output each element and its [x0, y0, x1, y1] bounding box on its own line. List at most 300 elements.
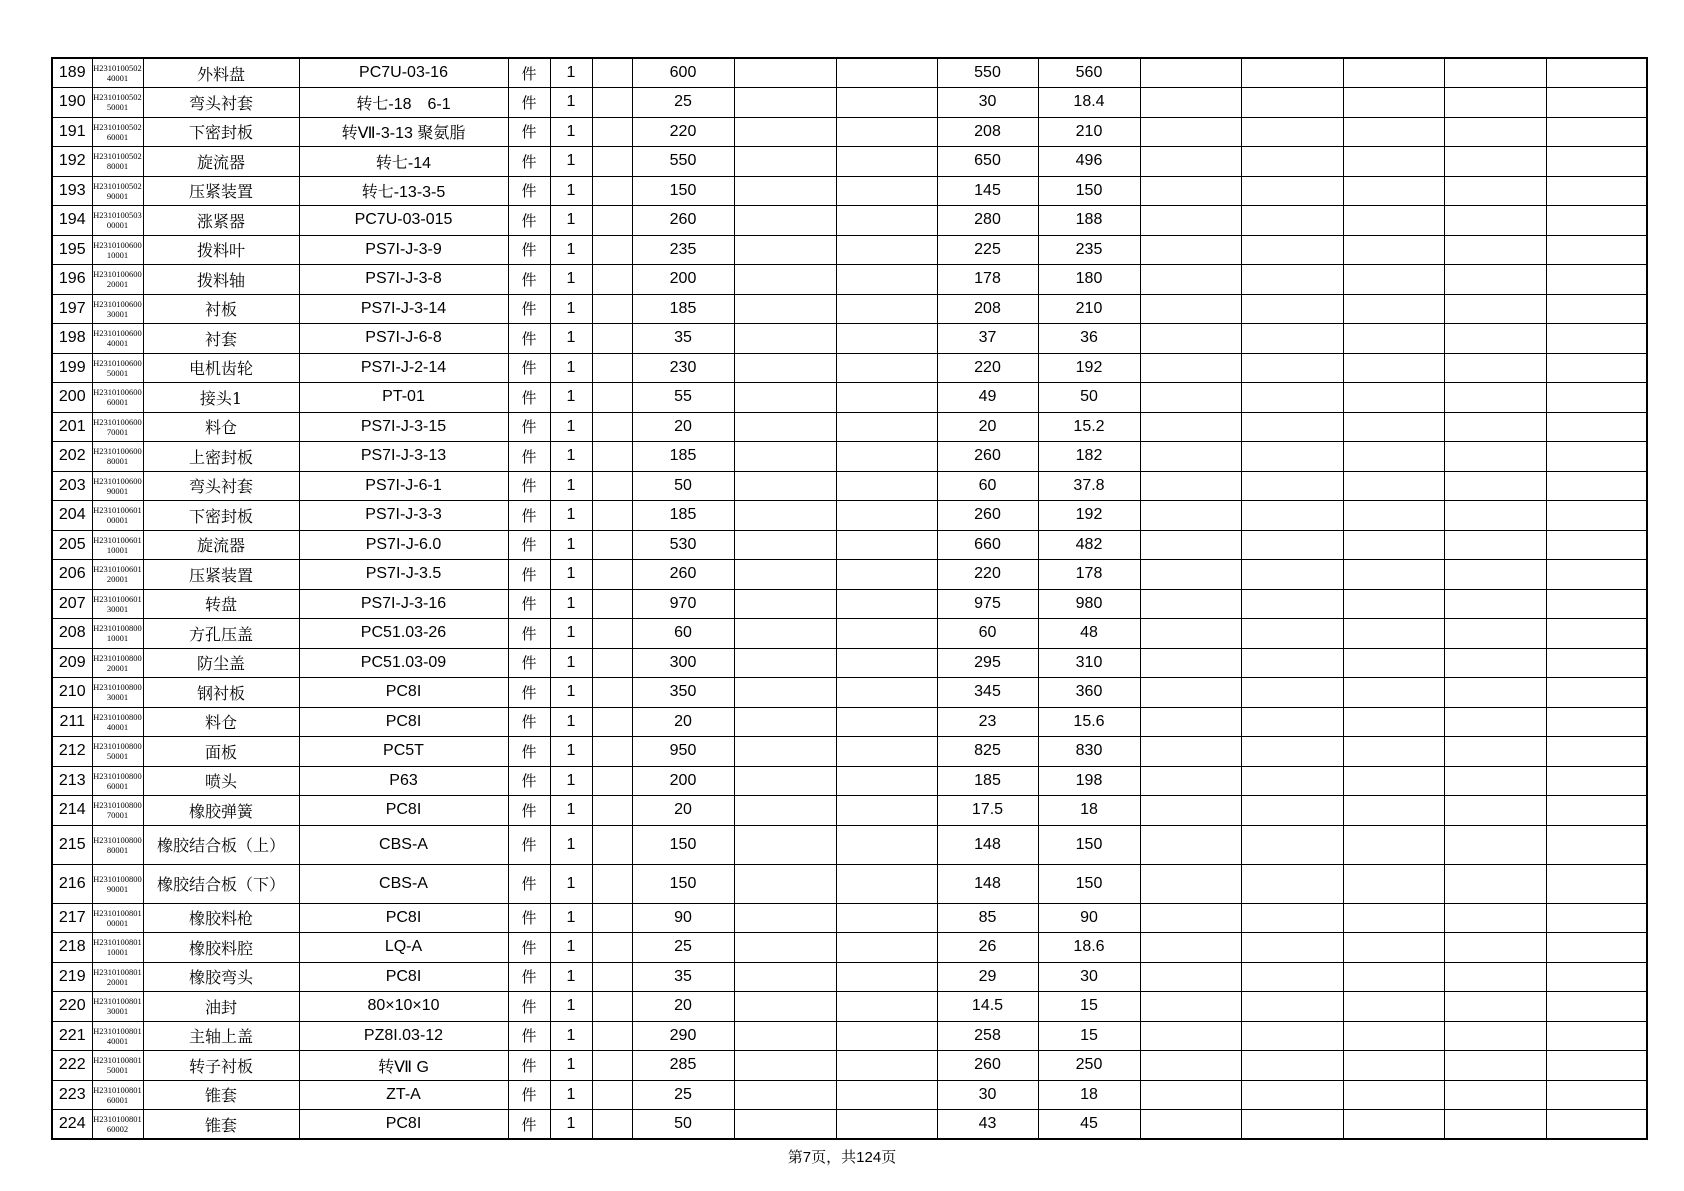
empty-cell [836, 353, 937, 383]
empty-cell [734, 933, 836, 963]
empty-cell [734, 235, 836, 265]
empty-cell [1343, 737, 1444, 767]
price-cell: 980 [1038, 589, 1140, 619]
row-number-cell: 215 [52, 825, 92, 864]
empty-cell [1343, 442, 1444, 472]
row-number-cell: 198 [52, 324, 92, 354]
empty-cell [734, 825, 836, 864]
item-code-cell: H231010080160002 [92, 1110, 143, 1140]
empty-cell [592, 1021, 632, 1051]
item-name-cell: 拨料轴 [143, 265, 299, 295]
empty-cell [734, 707, 836, 737]
price-cell: 310 [1038, 648, 1140, 678]
price-cell: 35 [632, 962, 734, 992]
price-cell: 360 [1038, 678, 1140, 708]
empty-cell [1241, 1051, 1343, 1081]
table-row [52, 58, 1647, 88]
unit-cell: 件 [508, 796, 550, 826]
empty-cell [836, 992, 937, 1022]
quantity-cell: 1 [550, 1051, 592, 1081]
quantity-cell: 1 [550, 737, 592, 767]
row-number-cell: 201 [52, 412, 92, 442]
empty-cell [592, 678, 632, 708]
item-code-cell: H231010080010001 [92, 619, 143, 649]
price-cell: 15.6 [1038, 707, 1140, 737]
row-number-cell: 216 [52, 864, 92, 903]
empty-cell [1546, 903, 1647, 933]
empty-cell [836, 1051, 937, 1081]
empty-cell [1241, 353, 1343, 383]
empty-cell [836, 962, 937, 992]
item-code-cell: H231010080130001 [92, 992, 143, 1022]
price-cell: 18.4 [1038, 88, 1140, 118]
unit-cell: 件 [508, 825, 550, 864]
row-number-cell: 189 [52, 58, 92, 88]
table-row [52, 589, 1647, 619]
unit-cell: 件 [508, 324, 550, 354]
price-cell: 250 [1038, 1051, 1140, 1081]
empty-cell [1546, 412, 1647, 442]
row-number-cell: 195 [52, 235, 92, 265]
price-cell: 975 [937, 589, 1038, 619]
empty-cell [1444, 383, 1546, 413]
empty-cell [1140, 864, 1241, 903]
empty-cell [734, 176, 836, 206]
spec-cell: 转七-13-3-5 [299, 176, 508, 206]
empty-cell [1241, 501, 1343, 531]
item-name-cell: 钢衬板 [143, 678, 299, 708]
empty-cell [592, 383, 632, 413]
item-code-cell: H231010060070001 [92, 412, 143, 442]
empty-cell [592, 235, 632, 265]
empty-cell [592, 206, 632, 236]
table-row [52, 88, 1647, 118]
price-cell: 85 [937, 903, 1038, 933]
empty-cell [1241, 933, 1343, 963]
item-code-cell: H231010060020001 [92, 265, 143, 295]
empty-cell [1444, 265, 1546, 295]
empty-cell [1241, 737, 1343, 767]
empty-cell [734, 619, 836, 649]
spec-cell: PS7I-J-6-1 [299, 471, 508, 501]
empty-cell [734, 471, 836, 501]
empty-cell [734, 147, 836, 177]
price-cell: 20 [632, 707, 734, 737]
price-cell: 43 [937, 1110, 1038, 1140]
empty-cell [1444, 825, 1546, 864]
empty-cell [836, 1080, 937, 1110]
empty-cell [1546, 992, 1647, 1022]
quantity-cell: 1 [550, 678, 592, 708]
empty-cell [1546, 1080, 1647, 1110]
table-row [52, 530, 1647, 560]
price-cell: 15 [1038, 1021, 1140, 1051]
empty-cell [1343, 58, 1444, 88]
empty-cell [1343, 992, 1444, 1022]
empty-cell [1140, 176, 1241, 206]
empty-cell [1444, 206, 1546, 236]
empty-cell [1241, 324, 1343, 354]
quantity-cell: 1 [550, 265, 592, 295]
empty-cell [1140, 1021, 1241, 1051]
empty-cell [734, 294, 836, 324]
price-cell: 185 [937, 766, 1038, 796]
empty-cell [836, 766, 937, 796]
item-code-cell: H231010080110001 [92, 933, 143, 963]
item-name-cell: 旋流器 [143, 530, 299, 560]
spec-cell: PC8I [299, 1110, 508, 1140]
empty-cell [1546, 1021, 1647, 1051]
empty-cell [1343, 962, 1444, 992]
unit-cell: 件 [508, 648, 550, 678]
empty-cell [592, 825, 632, 864]
empty-cell [592, 560, 632, 590]
price-cell: 150 [632, 825, 734, 864]
empty-cell [1546, 1051, 1647, 1081]
price-cell: 210 [1038, 294, 1140, 324]
empty-cell [1140, 206, 1241, 236]
row-number-cell: 209 [52, 648, 92, 678]
quantity-cell: 1 [550, 648, 592, 678]
empty-cell [592, 88, 632, 118]
item-name-cell: 料仓 [143, 707, 299, 737]
row-number-cell: 199 [52, 353, 92, 383]
row-number-cell: 196 [52, 265, 92, 295]
empty-cell [836, 294, 937, 324]
price-cell: 550 [937, 58, 1038, 88]
price-cell: 15 [1038, 992, 1140, 1022]
table-row [52, 1051, 1647, 1081]
empty-cell [1343, 294, 1444, 324]
row-number-cell: 207 [52, 589, 92, 619]
spec-cell: PS7I-J-3-9 [299, 235, 508, 265]
price-cell: 260 [937, 1051, 1038, 1081]
empty-cell [1546, 933, 1647, 963]
unit-cell: 件 [508, 1080, 550, 1110]
item-code-cell: H231010080020001 [92, 648, 143, 678]
empty-cell [836, 442, 937, 472]
quantity-cell: 1 [550, 353, 592, 383]
empty-cell [836, 678, 937, 708]
price-cell: 50 [632, 471, 734, 501]
empty-cell [1444, 1080, 1546, 1110]
price-cell: 145 [937, 176, 1038, 206]
price-cell: 23 [937, 707, 1038, 737]
empty-cell [1140, 678, 1241, 708]
empty-cell [1444, 678, 1546, 708]
empty-cell [1140, 737, 1241, 767]
price-cell: 260 [632, 206, 734, 236]
empty-cell [1343, 903, 1444, 933]
empty-cell [592, 294, 632, 324]
empty-cell [1241, 206, 1343, 236]
price-cell: 26 [937, 933, 1038, 963]
empty-cell [592, 471, 632, 501]
quantity-cell: 1 [550, 383, 592, 413]
item-name-cell: 转盘 [143, 589, 299, 619]
empty-cell [836, 265, 937, 295]
row-number-cell: 214 [52, 796, 92, 826]
item-name-cell: 防尘盖 [143, 648, 299, 678]
empty-cell [1241, 88, 1343, 118]
empty-cell [1343, 235, 1444, 265]
empty-cell [1444, 58, 1546, 88]
unit-cell: 件 [508, 589, 550, 619]
empty-cell [1241, 648, 1343, 678]
price-cell: 550 [632, 147, 734, 177]
price-cell: 235 [1038, 235, 1140, 265]
empty-cell [734, 560, 836, 590]
empty-cell [1546, 147, 1647, 177]
empty-cell [836, 619, 937, 649]
quantity-cell: 1 [550, 589, 592, 619]
item-code-cell: H231010080040001 [92, 707, 143, 737]
empty-cell [1444, 796, 1546, 826]
spec-cell: PS7I-J-3-3 [299, 501, 508, 531]
spec-cell: PZ8I.03-12 [299, 1021, 508, 1051]
unit-cell: 件 [508, 88, 550, 118]
price-cell: 260 [937, 442, 1038, 472]
empty-cell [1343, 265, 1444, 295]
empty-cell [836, 796, 937, 826]
spec-cell: 转Ⅶ-3-13 聚氨脂 [299, 117, 508, 147]
empty-cell [1546, 825, 1647, 864]
empty-cell [1343, 88, 1444, 118]
empty-cell [1241, 147, 1343, 177]
unit-cell: 件 [508, 294, 550, 324]
spec-cell: PC8I [299, 962, 508, 992]
price-cell: 496 [1038, 147, 1140, 177]
quantity-cell: 1 [550, 501, 592, 531]
item-code-cell: H231010080150001 [92, 1051, 143, 1081]
item-code-cell: H231010060110001 [92, 530, 143, 560]
empty-cell [1140, 471, 1241, 501]
empty-cell [734, 1051, 836, 1081]
quantity-cell: 1 [550, 147, 592, 177]
empty-cell [1546, 235, 1647, 265]
unit-cell: 件 [508, 176, 550, 206]
empty-cell [592, 707, 632, 737]
unit-cell: 件 [508, 265, 550, 295]
item-code-cell: H231010080160001 [92, 1080, 143, 1110]
table-row [52, 471, 1647, 501]
price-cell: 150 [1038, 864, 1140, 903]
footer-suffix: 页 [881, 1148, 897, 1166]
price-cell: 345 [937, 678, 1038, 708]
price-cell: 660 [937, 530, 1038, 560]
unit-cell: 件 [508, 962, 550, 992]
price-cell: 36 [1038, 324, 1140, 354]
quantity-cell: 1 [550, 176, 592, 206]
price-cell: 60 [937, 471, 1038, 501]
empty-cell [1140, 442, 1241, 472]
quantity-cell: 1 [550, 442, 592, 472]
empty-cell [1241, 471, 1343, 501]
price-cell: 295 [937, 648, 1038, 678]
quantity-cell: 1 [550, 294, 592, 324]
price-cell: 560 [1038, 58, 1140, 88]
page-footer [0, 1146, 1684, 1167]
item-name-cell: 料仓 [143, 412, 299, 442]
empty-cell [734, 383, 836, 413]
item-name-cell: 压紧装置 [143, 560, 299, 590]
quantity-cell: 1 [550, 560, 592, 590]
price-cell: 45 [1038, 1110, 1140, 1140]
price-cell: 300 [632, 648, 734, 678]
empty-cell [1444, 530, 1546, 560]
empty-cell [1546, 176, 1647, 206]
empty-cell [1140, 992, 1241, 1022]
empty-cell [1241, 903, 1343, 933]
empty-cell [592, 992, 632, 1022]
unit-cell: 件 [508, 903, 550, 933]
price-cell: 185 [632, 442, 734, 472]
empty-cell [1140, 117, 1241, 147]
price-cell: 150 [632, 176, 734, 206]
row-number-cell: 217 [52, 903, 92, 933]
spec-cell: 转七-14 [299, 147, 508, 177]
table-row [52, 501, 1647, 531]
table-row [52, 825, 1647, 864]
empty-cell [836, 206, 937, 236]
empty-cell [734, 501, 836, 531]
empty-cell [1241, 678, 1343, 708]
unit-cell: 件 [508, 117, 550, 147]
quantity-cell: 1 [550, 962, 592, 992]
empty-cell [592, 962, 632, 992]
empty-cell [734, 903, 836, 933]
row-number-cell: 203 [52, 471, 92, 501]
item-name-cell: 弯头衬套 [143, 88, 299, 118]
empty-cell [836, 1021, 937, 1051]
empty-cell [734, 962, 836, 992]
empty-cell [1343, 530, 1444, 560]
quantity-cell: 1 [550, 88, 592, 118]
table-row [52, 442, 1647, 472]
empty-cell [1444, 707, 1546, 737]
item-name-cell: 锥套 [143, 1110, 299, 1140]
item-name-cell: 下密封板 [143, 117, 299, 147]
item-name-cell: 接头1 [143, 383, 299, 413]
price-cell: 225 [937, 235, 1038, 265]
spec-cell: ZT-A [299, 1080, 508, 1110]
price-cell: 37.8 [1038, 471, 1140, 501]
price-cell: 20 [632, 992, 734, 1022]
empty-cell [836, 707, 937, 737]
item-name-cell: 下密封板 [143, 501, 299, 531]
item-name-cell: 面板 [143, 737, 299, 767]
empty-cell [1140, 324, 1241, 354]
table-row [52, 176, 1647, 206]
unit-cell: 件 [508, 206, 550, 236]
spec-cell: 转七-18 6-1 [299, 88, 508, 118]
empty-cell [1343, 825, 1444, 864]
price-cell: 198 [1038, 766, 1140, 796]
empty-cell [1140, 88, 1241, 118]
empty-cell [1241, 383, 1343, 413]
table-row [52, 117, 1647, 147]
empty-cell [734, 58, 836, 88]
empty-cell [734, 796, 836, 826]
row-number-cell: 206 [52, 560, 92, 590]
quantity-cell: 1 [550, 992, 592, 1022]
table-row [52, 933, 1647, 963]
empty-cell [592, 117, 632, 147]
empty-cell [734, 678, 836, 708]
unit-cell: 件 [508, 501, 550, 531]
price-cell: 260 [632, 560, 734, 590]
empty-cell [1444, 235, 1546, 265]
table-row [52, 992, 1647, 1022]
empty-cell [836, 412, 937, 442]
table-row [52, 1080, 1647, 1110]
table-row [52, 265, 1647, 295]
spec-cell: PC8I [299, 707, 508, 737]
quantity-cell: 1 [550, 206, 592, 236]
unit-cell: 件 [508, 707, 550, 737]
row-number-cell: 208 [52, 619, 92, 649]
empty-cell [1140, 766, 1241, 796]
empty-cell [734, 324, 836, 354]
empty-cell [1140, 383, 1241, 413]
empty-cell [1343, 619, 1444, 649]
row-number-cell: 193 [52, 176, 92, 206]
price-cell: 280 [937, 206, 1038, 236]
empty-cell [1140, 1051, 1241, 1081]
empty-cell [836, 147, 937, 177]
empty-cell [592, 353, 632, 383]
empty-cell [836, 903, 937, 933]
spec-cell: PC5T [299, 737, 508, 767]
empty-cell [734, 88, 836, 118]
table-row [52, 235, 1647, 265]
empty-cell [1241, 589, 1343, 619]
price-cell: 20 [937, 412, 1038, 442]
price-cell: 230 [632, 353, 734, 383]
item-name-cell: 涨紧器 [143, 206, 299, 236]
row-number-cell: 224 [52, 1110, 92, 1140]
item-name-cell: 橡胶料腔 [143, 933, 299, 963]
price-cell: 258 [937, 1021, 1038, 1051]
item-name-cell: 喷头 [143, 766, 299, 796]
price-cell: 148 [937, 864, 1038, 903]
price-cell: 35 [632, 324, 734, 354]
empty-cell [734, 412, 836, 442]
price-table [51, 57, 1648, 1140]
empty-cell [1546, 560, 1647, 590]
table-row [52, 324, 1647, 354]
spec-cell: P63 [299, 766, 508, 796]
table-row [52, 1021, 1647, 1051]
empty-cell [1444, 933, 1546, 963]
quantity-cell: 1 [550, 1110, 592, 1140]
empty-cell [1140, 1110, 1241, 1140]
empty-cell [1444, 88, 1546, 118]
empty-cell [1546, 265, 1647, 295]
empty-cell [1546, 294, 1647, 324]
empty-cell [1546, 678, 1647, 708]
spec-cell: PS7I-J-3.5 [299, 560, 508, 590]
empty-cell [592, 737, 632, 767]
empty-cell [1546, 589, 1647, 619]
price-cell: 825 [937, 737, 1038, 767]
item-name-cell: 橡胶弹簧 [143, 796, 299, 826]
empty-cell [1241, 707, 1343, 737]
empty-cell [836, 117, 937, 147]
item-name-cell: 油封 [143, 992, 299, 1022]
price-cell: 220 [937, 560, 1038, 590]
item-code-cell: H231010060010001 [92, 235, 143, 265]
